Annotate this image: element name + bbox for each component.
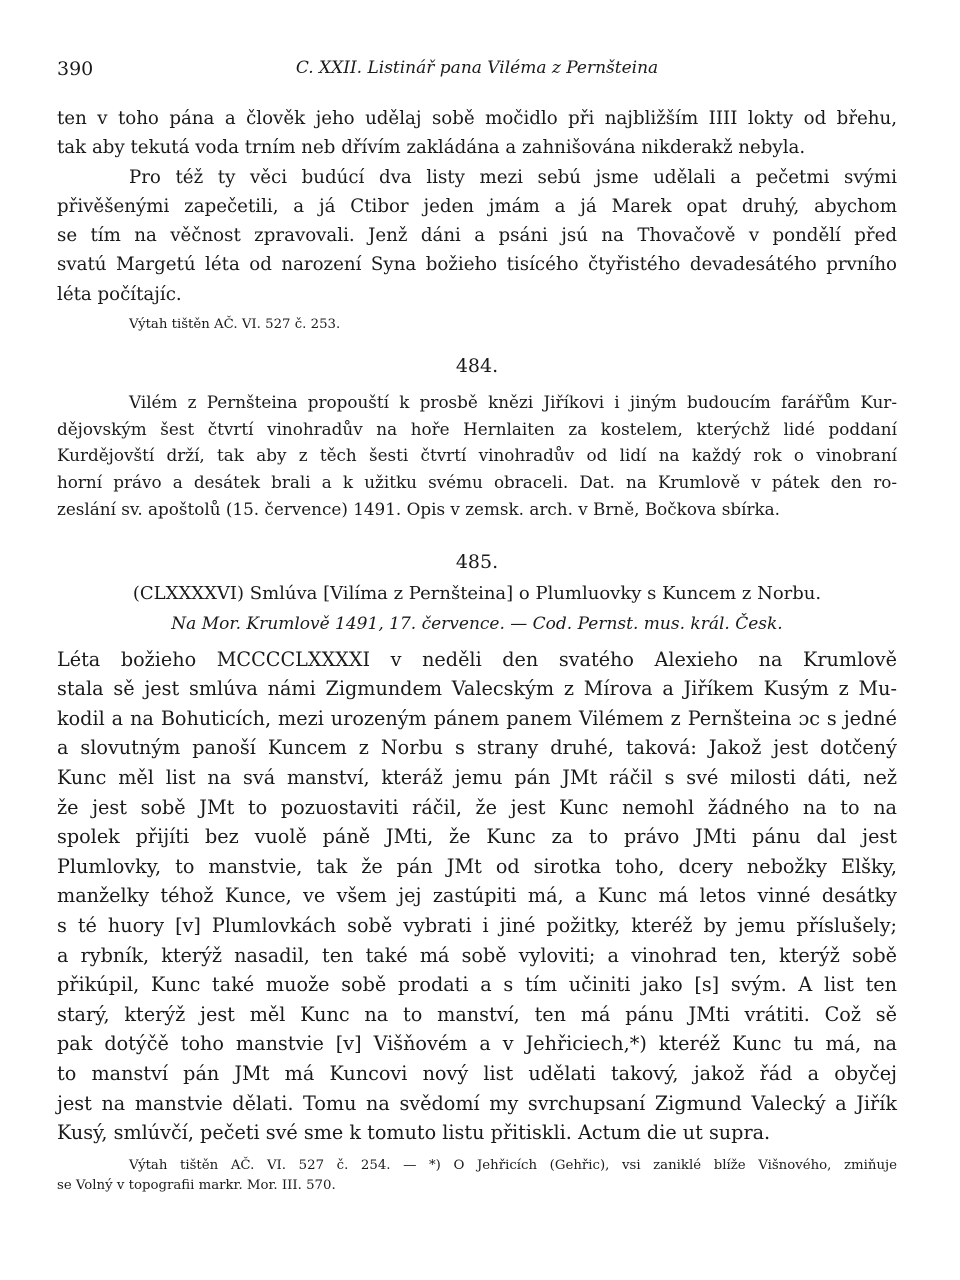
doc-485-source: Na Mor. Krumlově 1491, 17. července. — Cod. Pernst. mus. král. Česk. bbox=[171, 613, 783, 634]
text-line: manželky téhož Kunce, ve všem jej zastúpiti má, a Kunc má letos vinné desátky bbox=[57, 884, 897, 908]
text-line: starý, kterýž jest měl Kunc na to manství, ten má pánu JMti vrátiti. Což sě bbox=[57, 1002, 897, 1026]
footnote-line: Výtah tištěn AČ. VI. 527 č. 254. — *) O Jehřicích (Gehřic), vsi zaniklé blíže Višnového, zmiňuje bbox=[129, 1157, 897, 1173]
doc-485-text bbox=[57, 645, 897, 1148]
footnote-line: se Volný v topografii markr. Mor. III. 570. bbox=[57, 1177, 336, 1193]
text-line: horní právo a desátek brali a k užitku svému obraceli. Dat. na Krumlově v pátek den ro- bbox=[57, 472, 897, 493]
text-line: s té huory [v] Plumlovkách sobě vybrati i jiné požitky, kteréž by jemu příslušely; bbox=[57, 913, 897, 937]
doc-484-number: 484. bbox=[455, 355, 499, 378]
text-line: a rybník, kterýž nasadil, ten také má sobě vyloviti; a vinohrad ten, kterýž sobě bbox=[57, 943, 897, 967]
text-line: stala sě jest smlúva námi Zigmundem Valecským z Mírova a Jiříkem Kusým z Mu- bbox=[57, 677, 897, 701]
text-line: že jest sobě JMt to pozuostaviti ráčil, že jest Kunc nemohl žádného na to na bbox=[57, 795, 897, 819]
text-line: Pro též ty věci budúcí dva listy mezi sebú jsme udělali a pečetmi svými bbox=[129, 166, 897, 188]
text-line: jest na manstvie dělati. Tomu na svědomí my svrchupsaní Zigmund Valecký a Jiřík bbox=[57, 1091, 897, 1115]
page-header bbox=[57, 52, 897, 86]
text-line: Léta božieho MCCCCLXXXXI v neděli den svatého Alexieho na Krumlově bbox=[57, 647, 897, 671]
text-line: Kunc měl list na svá manství, kteráž jemu pán JMt ráčil s své milosti dáti, než bbox=[57, 765, 897, 789]
text-line: pak dotýčě toho manstvie [v] Višňovém a v Jehřiciech,*) kteréž Kunc tu má, na bbox=[57, 1032, 897, 1056]
text-line: spolek přijíti bez vuolě páně JMti, že Kunc za to právo JMti pánu dal jest bbox=[57, 825, 897, 849]
text-line: dějovským šest čtvrtí vinohradův na hoře Hernlaiten za kostelem, kterýchž lidé poddaní bbox=[57, 418, 897, 439]
text-line: Kurdějovští drží, tak aby z těch šesti čtvrtí vinohradův od lidí na každý rok o vinobraní bbox=[57, 445, 897, 466]
text-line: ten v toho pána a člověk jeho udělaj sobě močidlo při najbližším IIII lokty od břehu, bbox=[57, 108, 897, 129]
running-title: C. XXII. Listinář pana Viléma z Pernšteina bbox=[295, 58, 659, 78]
text-line: zeslání sv. apoštolů (15. července) 1491. Opis v zemsk. arch. v Brně, Bočkova sbírka. bbox=[57, 498, 780, 519]
doc-485-title: (CLXXXXVI) Smlúva [Vilíma z Pernšteina] o Plumluovky s Kuncem z Norbu. bbox=[132, 582, 822, 604]
text-line: kodil a na Bohuticích, mezi urozeným pánem panem Vilémem z Pernšteina ɔc s jedné bbox=[57, 706, 897, 730]
doc-484-regest bbox=[57, 389, 897, 523]
text-line: Vilém z Pernšteina propouští k prosbě knězi Jiříkovi i jiným budoucím farářům Kur- bbox=[129, 392, 897, 413]
text-line: to manství pán JMt má Kuncovi nový list udělati takový, jakož řád a obyčej bbox=[57, 1061, 897, 1085]
document-page bbox=[57, 52, 897, 1196]
doc-483-continuation bbox=[57, 104, 897, 309]
text-line: se tím na věčnost zpravovali. Jenž dáni a psáni jsú na Thovačově v pondělí před bbox=[57, 225, 897, 247]
text-line: léta počítajíc. bbox=[57, 283, 182, 305]
text-line: Kusý, smlúvčí, pečeti své sme k tomuto listu přitiskli. Actum die ut supra. bbox=[57, 1121, 771, 1145]
text-line: tak aby tekutá voda trním neb dřívím zakládána a zahnišována nikderakž nebyla. bbox=[57, 137, 806, 159]
page-number: 390 bbox=[57, 58, 94, 80]
text-line: svatú Margetú léta od narození Syna božieho tisícého čtyřistého devadesátého prvního bbox=[57, 254, 897, 276]
doc-485-footnote bbox=[57, 1156, 897, 1196]
text-line: přikúpil, Kunc také muože sobě prodati a s tím učiniti jako [s] svým. A list ten bbox=[57, 973, 897, 997]
text-line: a slovutným panoší Kuncem z Norbu s strany druhé, taková: Jakož jest dotčený bbox=[57, 736, 897, 760]
text-line: přivěšenými zapečetili, a já Ctibor jeden jmám a já Marek opat druhý, abychom bbox=[57, 195, 897, 217]
doc-485-number: 485. bbox=[455, 550, 499, 573]
doc-483-note: Výtah tištěn AČ. VI. 527 č. 253. bbox=[129, 317, 341, 333]
text-line: Plumlovky, to manstvie, tak že pán JMt od sirotka toho, dcery nebožky Elšky, bbox=[57, 854, 897, 878]
